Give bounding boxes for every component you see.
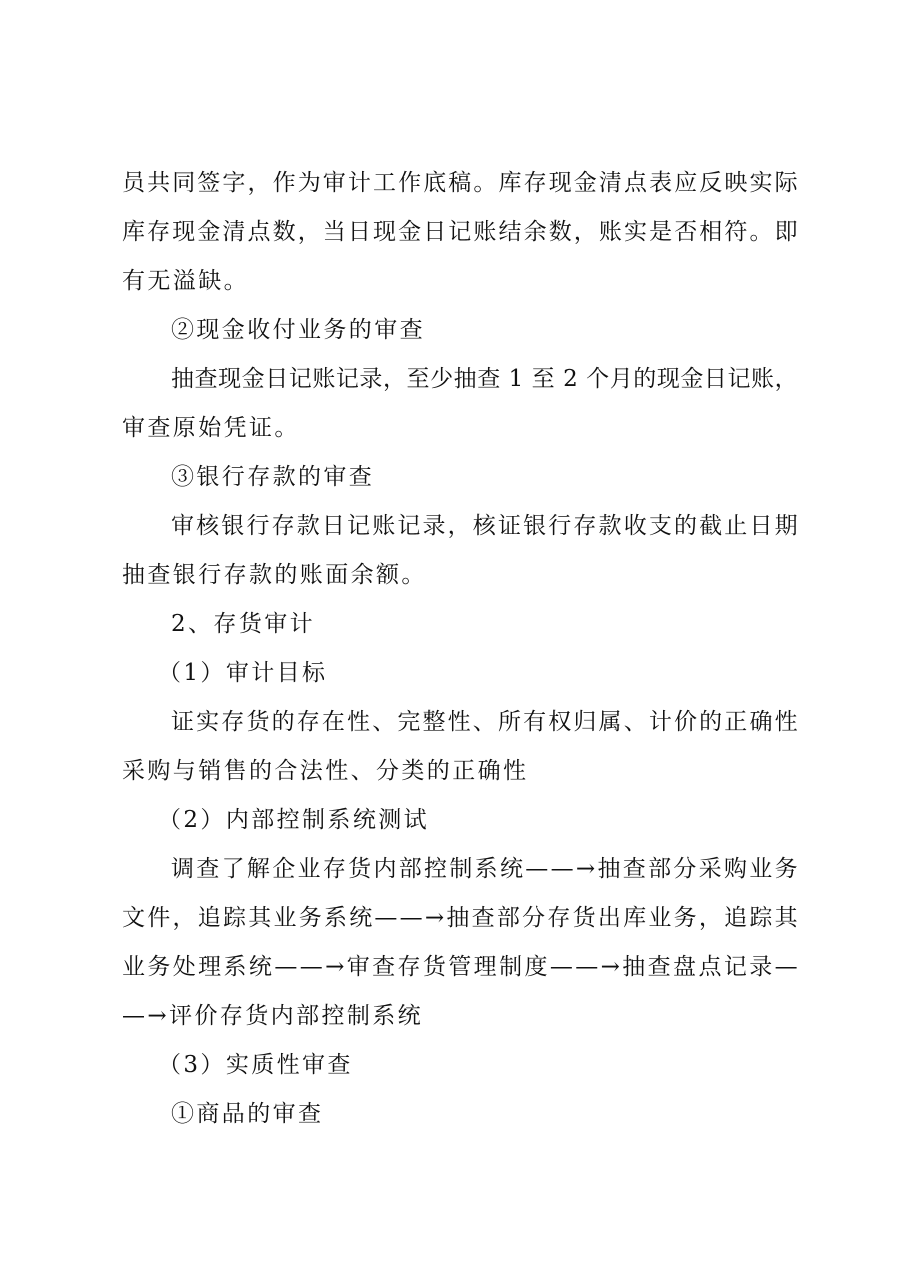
subsection-heading: ①商品的审查 [171, 1101, 324, 1127]
body-text-line: 证实存货的存在性、完整性、所有权归属、计价的正确性 [171, 709, 800, 735]
body-text-line: 库存现金清点数，当日现金日记账结余数，账实是否相符。即 [122, 219, 800, 245]
body-text-line: 采购与销售的合法性、分类的正确性 [122, 758, 529, 784]
subsection-heading: （3）实质性审查 [158, 1052, 353, 1078]
body-text-line: 审核银行存款日记账记录，核证银行存款收支的截止日期 [171, 513, 800, 539]
section-heading: 2、存货审计 [171, 611, 316, 637]
body-text-line: 审查原始凭证。 [122, 415, 300, 441]
subsection-heading: ②现金收付业务的审查 [171, 317, 425, 343]
subsection-heading: ③银行存款的审查 [171, 464, 375, 490]
body-text-line: 员共同签字，作为审计工作底稿。库存现金清点表应反映实际 [122, 170, 800, 196]
subsection-heading: （2）内部控制系统测试 [158, 807, 430, 833]
body-text-line: —→评价存货内部控制系统 [122, 1003, 424, 1029]
body-text-line: 调查了解企业存货内部控制系统——→抽查部分采购业务 [171, 856, 800, 882]
body-text-line: 抽查现金日记账记录，至少抽查 1 至 2 个月的现金日记账， [171, 366, 799, 392]
subsection-heading: （1）审计目标 [158, 660, 328, 686]
body-text-line: 文件，追踪其业务系统——→抽查部分存货出库业务，追踪其 [122, 905, 800, 931]
body-text-line: 业务处理系统——→审查存货管理制度——→抽查盘点记录— [122, 954, 800, 980]
body-text-line: 有无溢缺。 [122, 268, 249, 294]
body-text-line: 抽查银行存款的账面余额。 [122, 562, 427, 588]
